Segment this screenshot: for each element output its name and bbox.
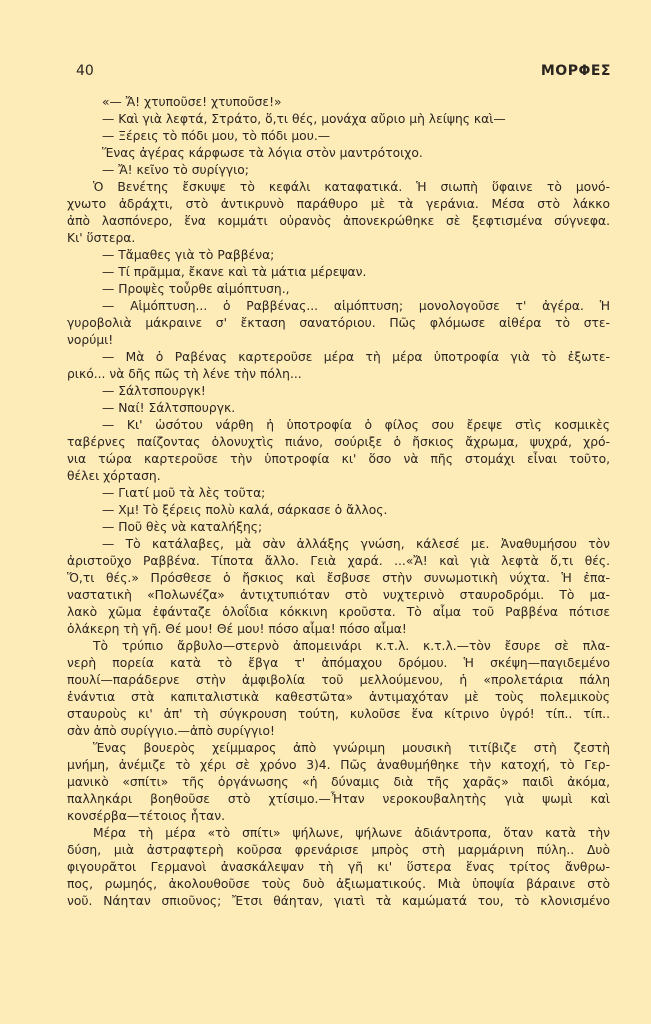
text-line: — Τί πρᾶμμα, ἔκανε καὶ τὰ μάτια μέρεψαν. — [102, 265, 367, 279]
text-line: — Ξέρεις τὸ πόδι μου, τὸ πόδι μου.— — [102, 129, 331, 143]
text-line: — Προψὲς τοὖρθε αἱμόπτυση., — [102, 282, 290, 296]
text-line: δύση, μιὰ ἀστραφτερὴ κοῦρσα φρενάρισε μπρὸς στὴ μαρμάρινη πύλη.. Δυὸ — [67, 843, 610, 857]
text-line: — Καὶ γιὰ λεφτά, Στράτο, ὅ,τι θές, μονάχα αὔριο μὴ λείψης καὶ— — [102, 112, 506, 126]
text-line: — Ἄ! κεῖνο τὸ συρίγγιο; — [102, 163, 249, 177]
text-line: — Ναί! Σάλτσπουργκ. — [102, 401, 236, 415]
text-line: — Σάλτσπουργκ! — [102, 384, 206, 398]
text-line: ναστατικὴ «Πολωνέζα» ἀντιχτυπιόταν στὸ νυχτερινὸ σταυροδρόμι. Τὸ μα- — [67, 588, 610, 602]
text-line: φιγουρᾶτοι Γερμανοὶ ἀνασκάλεψαν τὴ γῆ κι' ὕστερα ἕνας τρίτος ἄνθρω- — [67, 860, 610, 874]
text-line: Ἕνας βουερὸς χείμμαρος ἀπὸ γνώριμη μουσικὴ τιτίβιζε στὴ ζεστὴ — [93, 741, 610, 755]
text-line: — Τὸ κατάλαβες, μὰ σὰν ἀλλάξης γνώση, κάλεσέ με. Ἀναθυμήσου τὸν — [102, 537, 610, 551]
text-line: — Ποῦ θὲς νὰ καταλήξης; — [102, 520, 263, 534]
text-line: νερὴ πορεία κατὰ τὸ ἔβγα τ' ἀπόμαχου δρόμου. Ἡ σκέψη—παγιδεμένο — [67, 656, 610, 670]
text-line: κονσέρβα—τέτοιος ἦταν. — [67, 809, 226, 823]
text-line: Ἕνας ἀγέρας κάρφωσε τὰ λόγια στὸν μαντρότοιχο. — [102, 146, 423, 160]
text-line: λακὸ χῶμα ἐφάνταζε ὁλοΐδια κόκκινη κροῦστα. Τὸ αἷμα τοῦ Ραββένα πότισε — [67, 605, 610, 619]
text-line: ἀπὸ λασπόνερο, ἕνα κομμάτι οὐρανὸς ἀπονεκρώθηκε σὲ ξεφτισμένα σύγνεφα. — [67, 214, 610, 228]
text-line: ταβέρνες παίζοντας ὁλονυχτὶς πιάνο, σούριξε ὁ ἤσκιος ἄχρωμα, ψυχρά, χρό- — [67, 435, 610, 449]
text-line: — Γιατί μοῦ τὰ λὲς τοῦτα; — [102, 486, 266, 500]
text-line: πος, ρωμηός, ἀκολουθοῦσε τοὺς δυὸ ἀξιωματικούς. Μιὰ ὑποψία βάραινε στὸ — [67, 877, 610, 891]
text-line: παλληκάρι βοηθοῦσε στὸ χτίσιμο.—Ἦταν νεροκουβαλητὴς γιὰ ψωμὶ καὶ — [67, 792, 610, 806]
text-line: — Χμ! Τὸ ξέρεις πολὺ καλά, σάρκασε ὁ ἄλλος. — [102, 503, 388, 517]
text-line: — Μὰ ὁ Ραβένας καρτεροῦσε μέρα τὴ μέρα ὑποτροφία γιὰ τὸ ἐξωτε- — [102, 350, 610, 364]
text-line: — Αἱμόπτυση... ὁ Ραββένας... αἱμόπτυση; μονολογοῦσε τ' ἀγέρα. Ἡ — [102, 299, 610, 313]
text-line: Μέρα τὴ μέρα «τὸ σπίτι» ψήλωνε, ψήλωνε ἀδιάντροπα, ὅταν κατὰ τὴν — [93, 826, 610, 840]
text-line: Τὸ τρύπιο ἄρβυλο—στερνὸ ἀπομεινάρι κ.τ.λ. κ.τ.λ.—τὸν ἔσυρε σὲ πλα- — [93, 639, 610, 653]
running-title: ΜΟΡΦΕΣ — [540, 63, 611, 79]
text-line: — Τἄμαθες γιὰ τὸ Ραββένα; — [102, 248, 275, 262]
text-line: Ὅ,τι θές.» Πρόσθεσε ὁ ἤσκιος καὶ ἔσβυσε στὴν συνωμοτικὴ νύχτα. Ἡ ἐπα- — [67, 571, 610, 585]
text-line: «— Ἄ! χτυποῦσε! χτυποῦσε!» — [102, 95, 282, 109]
body-text — [67, 94, 610, 910]
text-line: ὁλάκερη τὴ γῆ. Θέ μου! Θέ μου! πόσο αἷμα! πόσο αἷμα! — [67, 622, 407, 636]
text-line: μνήμη, ἀνέμιζε τὸ χέρι σὲ χρόνο 3)4. Πῶς ἀναθυμήθηκε τὴν κατοχή, τὸ Γερ- — [67, 758, 610, 772]
text-line: μανικὸ «σπίτι» τῆς ὀργάνωσης «ἡ δύναμις διὰ τῆς χαρᾶς» παιδὶ ἀκόμα, — [67, 775, 610, 789]
text-line: πουλί—παράδερνε στὴν ἀμφιβολία τοῦ μελλούμενου, ἡ «προλετάρια πάλη — [67, 673, 610, 687]
text-line: χνωτο ἀδράχτι, στὸ ἀντικρυνὸ παράθυρο μὲ τὰ γεράνια. Μέσα στὸ λάκκο — [67, 197, 610, 211]
text-line: νοῦ. Νάηταν σπιοῦνος; Ἔτσι θάηταν, γιατὶ τὰ καμώματά του, τὸ κλονισμένο — [67, 894, 610, 908]
text-line: — Κι' ὡσότου νάρθη ἡ ὑποτροφία ὁ φίλος σου ἔρεψε στὶς κοσμικὲς — [102, 418, 610, 432]
text-line: Ὁ Βενέτης ἔσκυψε τὸ κεφάλι καταφατικά. Ἡ σιωπὴ ὕφαινε τὸ μονό- — [93, 180, 610, 194]
text-line: ἐνάντια στὰ καπιταλιστικὰ καθεστῶτα» ἀντιμαχόταν μὲ τοὺς πολεμικοὺς — [67, 690, 610, 704]
text-line: ρικό... νὰ δῆς πῶς τὴ λένε τὴν πόλη... — [67, 367, 302, 381]
text-line: σταυροὺς κι' ἀπ' τὴ σύγκρουση τούτη, κυλοῦσε ἕνα κίτρινο ὑγρό! τίπ.. τίπ.. — [67, 707, 610, 721]
text-line: σὰν ἀπὸ συρίγγιο.—ἀπὸ συρίγγιο! — [67, 724, 275, 738]
text-line: Κι' ὕστερα. — [67, 231, 136, 245]
page-number: 40 — [76, 63, 94, 79]
text-line: θέλει χόρταση. — [67, 469, 161, 483]
text-line: γυροβολιὰ μάκραινε σ' ἔκταση σανατόριου. Πῶς φλόμωσε αἰθέρα τὸ στε- — [67, 316, 610, 330]
text-line: νορύμι! — [67, 333, 114, 347]
text-line: ἀριστοῦχο Ραββένα. Τίποτα ἄλλο. Γειὰ χαρά. ...«Ἄ! καὶ γιὰ λεφτὰ ὅ,τι θές. — [67, 554, 610, 568]
text-line: νια τώρα καρτεροῦσε τὴν ὑποτροφία κι' ὅσο νὰ πῆς στομάχι εἶναι τοῦτο, — [67, 452, 610, 466]
